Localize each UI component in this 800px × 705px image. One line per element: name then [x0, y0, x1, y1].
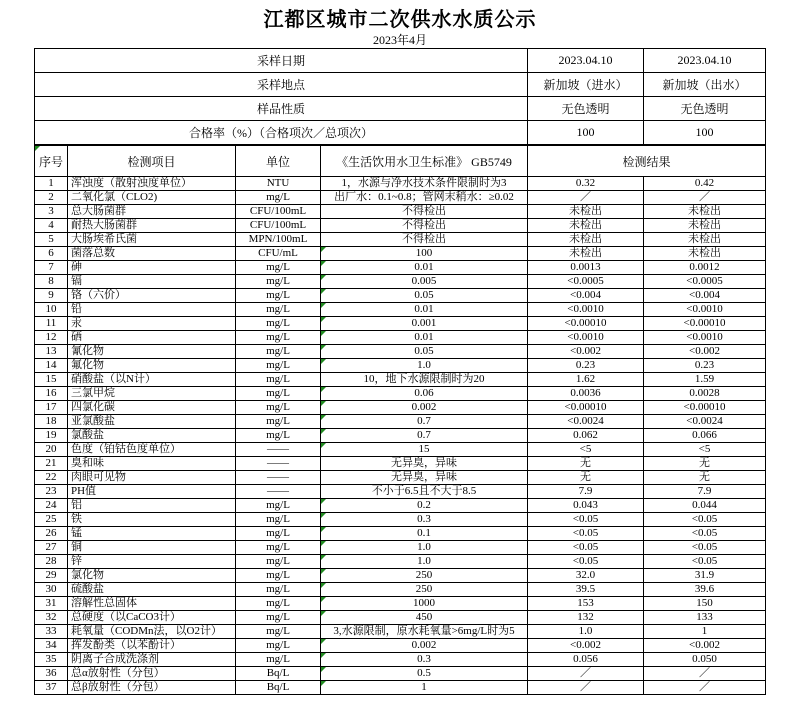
row-result-outlet: 39.6: [644, 583, 766, 597]
row-standard: 0.3: [321, 653, 528, 667]
table-row: [35, 681, 766, 695]
row-result-inlet: 0.32: [528, 177, 644, 191]
row-result-outlet: <0.0010: [644, 303, 766, 317]
row-result-outlet: <0.002: [644, 639, 766, 653]
row-result-outlet: <0.0005: [644, 275, 766, 289]
row-standard: 不得检出: [321, 233, 528, 247]
row-unit: mg/L: [236, 583, 321, 597]
table-row: [35, 275, 766, 289]
row-result-inlet: <0.0005: [528, 275, 644, 289]
row-standard: 0.5: [321, 667, 528, 681]
row-standard: 0.2: [321, 499, 528, 513]
row-no: 1: [35, 177, 68, 191]
row-unit: NTU: [236, 177, 321, 191]
summary-value-inlet: 2023.04.10: [528, 49, 644, 73]
row-unit: mg/L: [236, 303, 321, 317]
row-item: 硒: [68, 331, 236, 345]
row-unit: MPN/100mL: [236, 233, 321, 247]
row-result-outlet: <0.004: [644, 289, 766, 303]
summary-row-location: [35, 73, 766, 97]
row-result-outlet: 未检出: [644, 247, 766, 261]
row-no: 9: [35, 289, 68, 303]
row-result-inlet: 0.0013: [528, 261, 644, 275]
row-no: 31: [35, 597, 68, 611]
row-unit: mg/L: [236, 527, 321, 541]
row-item: 氰化物: [68, 345, 236, 359]
table-row: [35, 429, 766, 443]
table-row: [35, 219, 766, 233]
table-row: [35, 555, 766, 569]
row-result-inlet: ／: [528, 191, 644, 205]
table-row: [35, 513, 766, 527]
row-item: 硫酸盐: [68, 583, 236, 597]
row-no: 5: [35, 233, 68, 247]
row-item: 亚氯酸盐: [68, 415, 236, 429]
summary-row-pass-rate: [35, 121, 766, 145]
summary-table: [34, 48, 766, 145]
table-row: [35, 289, 766, 303]
row-no: 7: [35, 261, 68, 275]
row-item: 铅: [68, 303, 236, 317]
table-row: [35, 359, 766, 373]
table-row: [35, 443, 766, 457]
row-result-inlet: 未检出: [528, 233, 644, 247]
row-item: 溶解性总固体: [68, 597, 236, 611]
table-row: [35, 373, 766, 387]
row-unit: mg/L: [236, 387, 321, 401]
row-unit: mg/L: [236, 345, 321, 359]
row-standard: 1.0: [321, 555, 528, 569]
row-unit: Bq/L: [236, 681, 321, 695]
table-row: [35, 499, 766, 513]
row-no: 20: [35, 443, 68, 457]
summary-row-sample-nature: [35, 97, 766, 121]
row-result-inlet: 未检出: [528, 205, 644, 219]
row-no: 24: [35, 499, 68, 513]
row-result-inlet: 未检出: [528, 247, 644, 261]
table-row: [35, 471, 766, 485]
row-result-outlet: <0.002: [644, 345, 766, 359]
row-no: 35: [35, 653, 68, 667]
row-no: 13: [35, 345, 68, 359]
page-subtitle: 2023年4月: [372, 33, 427, 47]
row-no: 32: [35, 611, 68, 625]
row-result-inlet: 未检出: [528, 219, 644, 233]
table-row: [35, 597, 766, 611]
row-result-outlet: ／: [644, 681, 766, 695]
table-row: [35, 541, 766, 555]
row-result-outlet: 0.0028: [644, 387, 766, 401]
row-result-outlet: ／: [644, 667, 766, 681]
row-standard: 不小于6.5且不大于8.5: [321, 485, 528, 499]
table-row: [35, 527, 766, 541]
table-row: [35, 303, 766, 317]
row-item: 铝: [68, 499, 236, 513]
row-item: 臭和味: [68, 457, 236, 471]
row-result-outlet: 0.066: [644, 429, 766, 443]
header-standard: 《生活饮用水卫生标准》 GB5749: [321, 146, 528, 177]
summary-label: 合格率（%）（合格项次／总项次）: [35, 121, 528, 145]
row-result-outlet: 1: [644, 625, 766, 639]
row-item: 肉眼可见物: [68, 471, 236, 485]
row-result-outlet: <0.00010: [644, 317, 766, 331]
row-standard: 1000: [321, 597, 528, 611]
row-item: 氟化物: [68, 359, 236, 373]
row-result-outlet: 7.9: [644, 485, 766, 499]
row-result-outlet: 0.0012: [644, 261, 766, 275]
row-item: 镉: [68, 275, 236, 289]
row-standard: 0.01: [321, 261, 528, 275]
row-result-inlet: 132: [528, 611, 644, 625]
summary-value-inlet: 无色透明: [528, 97, 644, 121]
row-standard: 1.0: [321, 359, 528, 373]
row-no: 12: [35, 331, 68, 345]
summary-value-outlet: 2023.04.10: [644, 49, 766, 73]
row-item: 四氯化碳: [68, 401, 236, 415]
row-result-outlet: <0.00010: [644, 401, 766, 415]
row-unit: mg/L: [236, 597, 321, 611]
row-result-outlet: 0.23: [644, 359, 766, 373]
row-item: 氯酸盐: [68, 429, 236, 443]
row-no: 22: [35, 471, 68, 485]
row-unit: mg/L: [236, 653, 321, 667]
row-standard: 3,水源限制，原水耗氧量>6mg/L时为5: [321, 625, 528, 639]
row-no: 16: [35, 387, 68, 401]
row-unit: mg/L: [236, 555, 321, 569]
row-no: 17: [35, 401, 68, 415]
row-item: 耗氧量（CODMn法，以O2计）: [68, 625, 236, 639]
row-result-inlet: <0.002: [528, 345, 644, 359]
row-no: 29: [35, 569, 68, 583]
summary-value-outlet: 新加坡（出水）: [644, 73, 766, 97]
row-result-inlet: 7.9: [528, 485, 644, 499]
row-result-outlet: 133: [644, 611, 766, 625]
row-result-outlet: ／: [644, 191, 766, 205]
table-row: [35, 233, 766, 247]
row-standard: 0.1: [321, 527, 528, 541]
row-unit: mg/L: [236, 611, 321, 625]
row-unit: mg/L: [236, 191, 321, 205]
table-row: [35, 247, 766, 261]
row-result-inlet: 0.23: [528, 359, 644, 373]
results-table: [34, 145, 766, 695]
row-standard: 0.05: [321, 345, 528, 359]
row-result-inlet: 0.0036: [528, 387, 644, 401]
row-result-inlet: <0.004: [528, 289, 644, 303]
row-result-outlet: <5: [644, 443, 766, 457]
table-row: [35, 401, 766, 415]
row-unit: CFU/100mL: [236, 205, 321, 219]
row-result-inlet: 0.043: [528, 499, 644, 513]
row-standard: 无异臭，异味: [321, 457, 528, 471]
row-no: 11: [35, 317, 68, 331]
row-standard: 不得检出: [321, 219, 528, 233]
row-standard: 0.7: [321, 429, 528, 443]
row-unit: CFU/100mL: [236, 219, 321, 233]
row-result-outlet: 未检出: [644, 219, 766, 233]
row-standard: 1，水源与净水技术条件限制时为3: [321, 177, 528, 191]
page-title: 江都区城市二次供水水质公示: [263, 9, 537, 31]
table-row: [35, 205, 766, 219]
row-standard: 0.005: [321, 275, 528, 289]
summary-value-outlet: 无色透明: [644, 97, 766, 121]
row-result-inlet: 32.0: [528, 569, 644, 583]
row-item: 铁: [68, 513, 236, 527]
row-no: 25: [35, 513, 68, 527]
row-result-inlet: <0.0010: [528, 303, 644, 317]
row-standard: 1.0: [321, 541, 528, 555]
row-result-outlet: 0.050: [644, 653, 766, 667]
row-item: 总β放射性（分包）: [68, 681, 236, 695]
row-result-inlet: <0.05: [528, 513, 644, 527]
summary-value-inlet: 100: [528, 121, 644, 145]
row-result-inlet: <0.00010: [528, 401, 644, 415]
row-no: 26: [35, 527, 68, 541]
table-row: [35, 191, 766, 205]
row-item: 砷: [68, 261, 236, 275]
table-row: [35, 177, 766, 191]
row-result-inlet: 153: [528, 597, 644, 611]
table-row: [35, 625, 766, 639]
table-row: [35, 583, 766, 597]
row-no: 3: [35, 205, 68, 219]
row-standard: 不得检出: [321, 205, 528, 219]
header-unit: 单位: [236, 146, 321, 177]
row-unit: mg/L: [236, 331, 321, 345]
row-unit: mg/L: [236, 513, 321, 527]
row-result-inlet: <0.05: [528, 555, 644, 569]
row-item: 总大肠菌群: [68, 205, 236, 219]
table-row: [35, 611, 766, 625]
table-row: [35, 261, 766, 275]
row-result-inlet: 1.0: [528, 625, 644, 639]
row-result-outlet: 未检出: [644, 233, 766, 247]
row-unit: mg/L: [236, 625, 321, 639]
row-item: 锌: [68, 555, 236, 569]
row-standard: 0.002: [321, 401, 528, 415]
tables-container: [34, 48, 765, 695]
row-no: 30: [35, 583, 68, 597]
row-standard: 0.06: [321, 387, 528, 401]
row-unit: CFU/mL: [236, 247, 321, 261]
row-result-outlet: 150: [644, 597, 766, 611]
table-row: [35, 569, 766, 583]
table-row: [35, 345, 766, 359]
row-standard: 250: [321, 583, 528, 597]
row-standard: 0.3: [321, 513, 528, 527]
table-row: [35, 485, 766, 499]
row-no: 15: [35, 373, 68, 387]
summary-row-date: [35, 49, 766, 73]
row-unit: mg/L: [236, 317, 321, 331]
table-row: [35, 639, 766, 653]
row-result-inlet: <0.05: [528, 541, 644, 555]
row-standard: 1: [321, 681, 528, 695]
table-row: [35, 415, 766, 429]
row-result-outlet: <0.05: [644, 527, 766, 541]
row-result-outlet: 无: [644, 471, 766, 485]
row-item: 菌落总数: [68, 247, 236, 261]
row-standard: 0.05: [321, 289, 528, 303]
row-unit: mg/L: [236, 639, 321, 653]
row-item: 浑浊度（散射浊度单位）: [68, 177, 236, 191]
row-result-outlet: <0.0010: [644, 331, 766, 345]
row-unit: ——: [236, 457, 321, 471]
row-standard: 0.01: [321, 303, 528, 317]
row-result-inlet: <0.002: [528, 639, 644, 653]
row-no: 14: [35, 359, 68, 373]
summary-value-inlet: 新加坡（进水）: [528, 73, 644, 97]
summary-value-outlet: 100: [644, 121, 766, 145]
table-row: [35, 331, 766, 345]
table-row: [35, 457, 766, 471]
row-no: 37: [35, 681, 68, 695]
results-header-row: [35, 146, 766, 177]
header-result: 检测结果: [528, 146, 766, 177]
row-item: 汞: [68, 317, 236, 331]
row-item: 铜: [68, 541, 236, 555]
row-result-outlet: 31.9: [644, 569, 766, 583]
row-result-inlet: 无: [528, 471, 644, 485]
table-row: [35, 317, 766, 331]
table-row: [35, 667, 766, 681]
header-item: 检测项目: [68, 146, 236, 177]
row-result-outlet: 未检出: [644, 205, 766, 219]
row-unit: mg/L: [236, 415, 321, 429]
row-item: 阴离子合成洗涤剂: [68, 653, 236, 667]
row-standard: 10，地下水源限制时为20: [321, 373, 528, 387]
row-no: 21: [35, 457, 68, 471]
row-unit: mg/L: [236, 401, 321, 415]
row-standard: 450: [321, 611, 528, 625]
row-result-inlet: 0.062: [528, 429, 644, 443]
summary-label: 采样日期: [35, 49, 528, 73]
results-tbody: [35, 177, 766, 695]
row-result-outlet: <0.05: [644, 513, 766, 527]
row-item: 二氧化氯（CLO2): [68, 191, 236, 205]
row-result-outlet: <0.0024: [644, 415, 766, 429]
row-no: 8: [35, 275, 68, 289]
row-unit: mg/L: [236, 359, 321, 373]
row-standard: 100: [321, 247, 528, 261]
row-item: 总α放射性（分包）: [68, 667, 236, 681]
row-result-inlet: <5: [528, 443, 644, 457]
row-unit: mg/L: [236, 569, 321, 583]
row-item: 耐热大肠菌群: [68, 219, 236, 233]
row-unit: ——: [236, 485, 321, 499]
row-item: 三氯甲烷: [68, 387, 236, 401]
summary-label: 采样地点: [35, 73, 528, 97]
row-result-outlet: <0.05: [644, 555, 766, 569]
row-standard: 250: [321, 569, 528, 583]
summary-label: 样品性质: [35, 97, 528, 121]
row-result-inlet: 1.62: [528, 373, 644, 387]
row-result-inlet: 39.5: [528, 583, 644, 597]
row-no: 18: [35, 415, 68, 429]
row-unit: ——: [236, 471, 321, 485]
row-unit: mg/L: [236, 429, 321, 443]
row-unit: mg/L: [236, 289, 321, 303]
row-unit: mg/L: [236, 275, 321, 289]
row-result-inlet: 0.056: [528, 653, 644, 667]
row-unit: Bq/L: [236, 667, 321, 681]
row-result-inlet: 无: [528, 457, 644, 471]
row-no: 33: [35, 625, 68, 639]
row-item: 氯化物: [68, 569, 236, 583]
row-item: 硝酸盐（以N计）: [68, 373, 236, 387]
row-result-outlet: 0.044: [644, 499, 766, 513]
row-result-outlet: 0.42: [644, 177, 766, 191]
row-no: 28: [35, 555, 68, 569]
row-item: 铬（六价）: [68, 289, 236, 303]
row-item: PH值: [68, 485, 236, 499]
row-result-inlet: ／: [528, 681, 644, 695]
row-item: 总硬度（以CaCO3计）: [68, 611, 236, 625]
row-result-inlet: <0.00010: [528, 317, 644, 331]
row-standard: 0.002: [321, 639, 528, 653]
row-unit: mg/L: [236, 499, 321, 513]
row-no: 36: [35, 667, 68, 681]
row-result-inlet: ／: [528, 667, 644, 681]
row-no: 27: [35, 541, 68, 555]
row-item: 挥发酚类（以苯酚计）: [68, 639, 236, 653]
row-result-inlet: <0.05: [528, 527, 644, 541]
row-standard: 0.01: [321, 331, 528, 345]
row-unit: mg/L: [236, 373, 321, 387]
row-standard: 0.7: [321, 415, 528, 429]
row-no: 6: [35, 247, 68, 261]
row-no: 2: [35, 191, 68, 205]
table-row: [35, 387, 766, 401]
header-index: 序号: [35, 146, 68, 177]
row-item: 大肠埃希氏菌: [68, 233, 236, 247]
row-no: 10: [35, 303, 68, 317]
row-result-outlet: <0.05: [644, 541, 766, 555]
table-row: [35, 653, 766, 667]
row-item: 色度（铂钴色度单位）: [68, 443, 236, 457]
row-result-inlet: <0.0010: [528, 331, 644, 345]
row-standard: 无异臭，异味: [321, 471, 528, 485]
row-no: 19: [35, 429, 68, 443]
row-unit: mg/L: [236, 261, 321, 275]
row-no: 4: [35, 219, 68, 233]
row-item: 锰: [68, 527, 236, 541]
row-no: 23: [35, 485, 68, 499]
row-standard: 出厂水：0.1~0.8；管网末稍水：≥0.02: [321, 191, 528, 205]
row-standard: 0.001: [321, 317, 528, 331]
row-result-outlet: 无: [644, 457, 766, 471]
row-result-outlet: 1.59: [644, 373, 766, 387]
row-result-inlet: <0.0024: [528, 415, 644, 429]
row-unit: ——: [236, 443, 321, 457]
row-unit: mg/L: [236, 541, 321, 555]
row-no: 34: [35, 639, 68, 653]
row-standard: 15: [321, 443, 528, 457]
